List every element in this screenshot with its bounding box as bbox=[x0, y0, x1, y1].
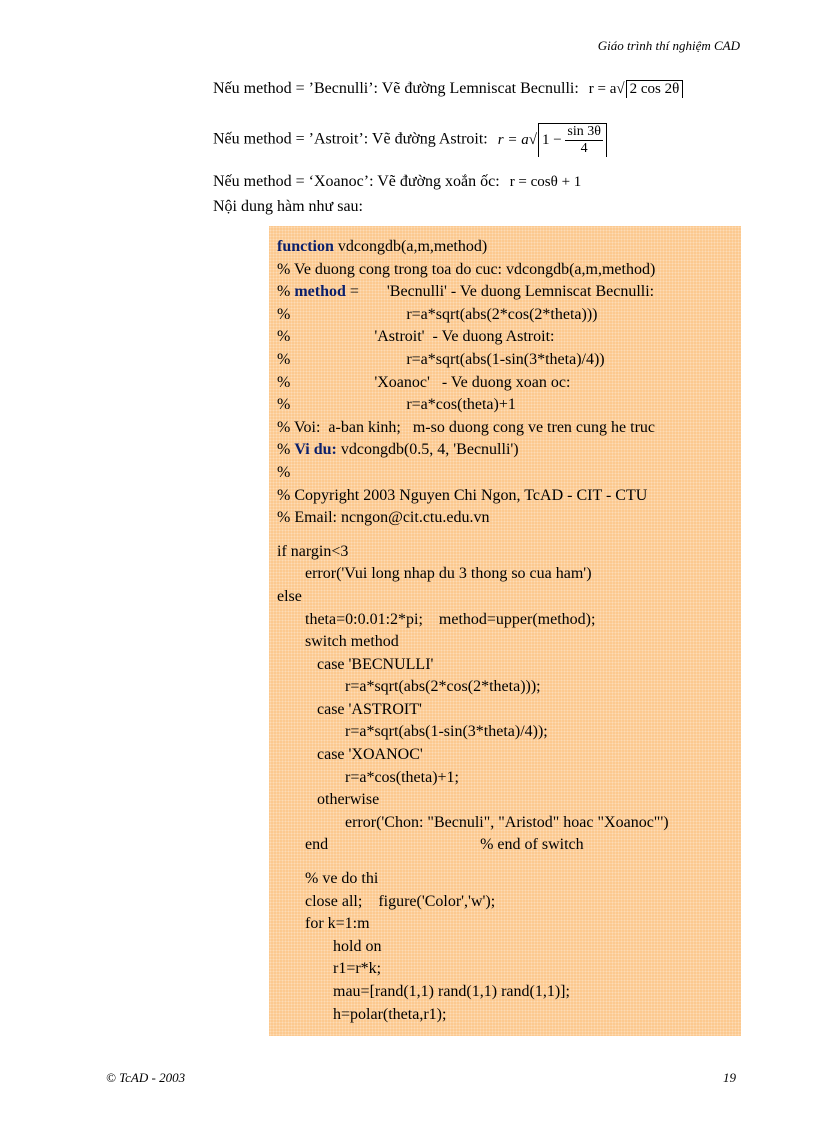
code-line: end % end of switch bbox=[277, 836, 584, 854]
code-line: r1=r*k; bbox=[277, 960, 382, 978]
astroid-formula bbox=[498, 123, 607, 157]
code-line: % Ve duong cong trong toa do cuc: vdcongdb(a,m,method) bbox=[277, 260, 656, 278]
code-line: % r=a*cos(theta)+1 bbox=[277, 396, 516, 414]
formula-radicand bbox=[538, 123, 607, 157]
code-line: h=polar(theta,r1); bbox=[277, 1005, 447, 1023]
code-line bbox=[277, 236, 669, 259]
code-listing bbox=[277, 236, 669, 1026]
code-line: for k=1:m bbox=[277, 915, 370, 933]
intro-line-content: Nội dung hàm như sau: bbox=[213, 198, 363, 215]
code-line: % r=a*sqrt(abs(1-sin(3*theta)/4)) bbox=[277, 350, 605, 368]
page-number: 19 bbox=[723, 1070, 736, 1085]
code-keyword: Vi du: bbox=[294, 441, 337, 459]
code-line: case 'ASTROIT' bbox=[277, 700, 422, 718]
code-blank-line bbox=[277, 530, 669, 541]
code-line: mau=[rand(1,1) rand(1,1) rand(1,1)]; bbox=[277, 983, 570, 1000]
lemniscate-formula bbox=[589, 80, 684, 98]
code-text: % bbox=[277, 283, 295, 301]
code-text: vdcongdb(a,m,method) bbox=[333, 238, 488, 255]
code-line bbox=[277, 281, 669, 304]
formula-one: 1 − bbox=[541, 131, 562, 148]
running-header: Giáo trình thí nghiệm CAD bbox=[597, 38, 740, 53]
code-line bbox=[277, 439, 669, 462]
code-line: % 'Xoanoc' - Ve duong xoan oc: bbox=[277, 373, 571, 391]
code-line: % 'Astroit' - Ve duong Astroit: bbox=[277, 328, 555, 346]
intro-text: Nếu method = ’Becnulli’: Vẽ đường Lemniscat Becnulli: bbox=[213, 80, 579, 97]
code-line: % Email: ncngon@cit.ctu.edu.vn bbox=[277, 509, 490, 527]
code-blank-line bbox=[277, 857, 669, 868]
code-line: otherwise bbox=[277, 791, 380, 809]
code-line: r=a*sqrt(abs(1-sin(3*theta)/4)); bbox=[277, 723, 548, 741]
intro-text: Nếu method = ’Astroit’: Vẽ đường Astroit: bbox=[213, 130, 488, 148]
formula-fraction bbox=[565, 124, 603, 157]
code-text: = 'Becnulli' - Ve duong Lemniscat Becnulli: bbox=[345, 283, 655, 301]
code-line: % Voi: a-ban kinh; m-so duong cong ve tren cung he truc bbox=[277, 418, 655, 436]
code-line: if nargin<3 bbox=[277, 542, 349, 560]
code-line: switch method bbox=[277, 633, 399, 651]
code-line: % Copyright 2003 Nguyen Chi Ngon, TcAD - CIT - CTU bbox=[277, 486, 648, 504]
intro-line-xoanoc bbox=[213, 173, 581, 191]
code-keyword: function bbox=[277, 238, 334, 255]
sqrt-sign-icon: √ bbox=[528, 131, 537, 148]
formula-lhs: r = a bbox=[588, 81, 617, 98]
intro-text: Nếu method = ‘Xoanoc’: Vẽ đường xoắn ốc: bbox=[213, 173, 500, 190]
intro-line-astroit bbox=[213, 123, 607, 157]
intro-line-becnulli bbox=[213, 80, 683, 98]
footer-copyright: © TcAD - 2003 bbox=[106, 1070, 186, 1085]
code-line: else bbox=[277, 587, 302, 605]
formula-lhs: r = a bbox=[497, 131, 529, 148]
sqrt-sign-icon: √ bbox=[616, 81, 625, 98]
code-line: case 'XOANOC' bbox=[277, 746, 423, 764]
code-line: close all; figure('Color','w'); bbox=[277, 892, 496, 910]
code-keyword: method bbox=[294, 283, 346, 301]
code-line: theta=0:0.01:2*pi; method=upper(method); bbox=[277, 610, 596, 628]
code-line: % bbox=[277, 463, 291, 481]
code-line: error('Chon: "Becnuli", "Aristod" hoac "Xoanoc"') bbox=[277, 813, 669, 831]
fraction-numerator: sin 3θ bbox=[567, 124, 601, 139]
formula-radicand: 2 cos 2θ bbox=[626, 80, 684, 98]
code-text: % bbox=[277, 441, 295, 459]
spiral-formula: r = cosθ + 1 bbox=[509, 173, 582, 190]
code-line: hold on bbox=[277, 937, 382, 955]
code-line: error('Vui long nhap du 3 thong so cua ham') bbox=[277, 565, 592, 583]
code-line: % ve do thi bbox=[277, 870, 379, 888]
code-text: vdcongdb(0.5, 4, 'Becnulli') bbox=[336, 441, 519, 459]
code-line: case 'BECNULLI' bbox=[277, 655, 434, 673]
code-line: r=a*cos(theta)+1; bbox=[277, 768, 459, 786]
code-line: % r=a*sqrt(abs(2*cos(2*theta))) bbox=[277, 305, 598, 323]
fraction-denominator: 4 bbox=[580, 141, 588, 156]
code-line: r=a*sqrt(abs(2*cos(2*theta))); bbox=[277, 678, 541, 696]
